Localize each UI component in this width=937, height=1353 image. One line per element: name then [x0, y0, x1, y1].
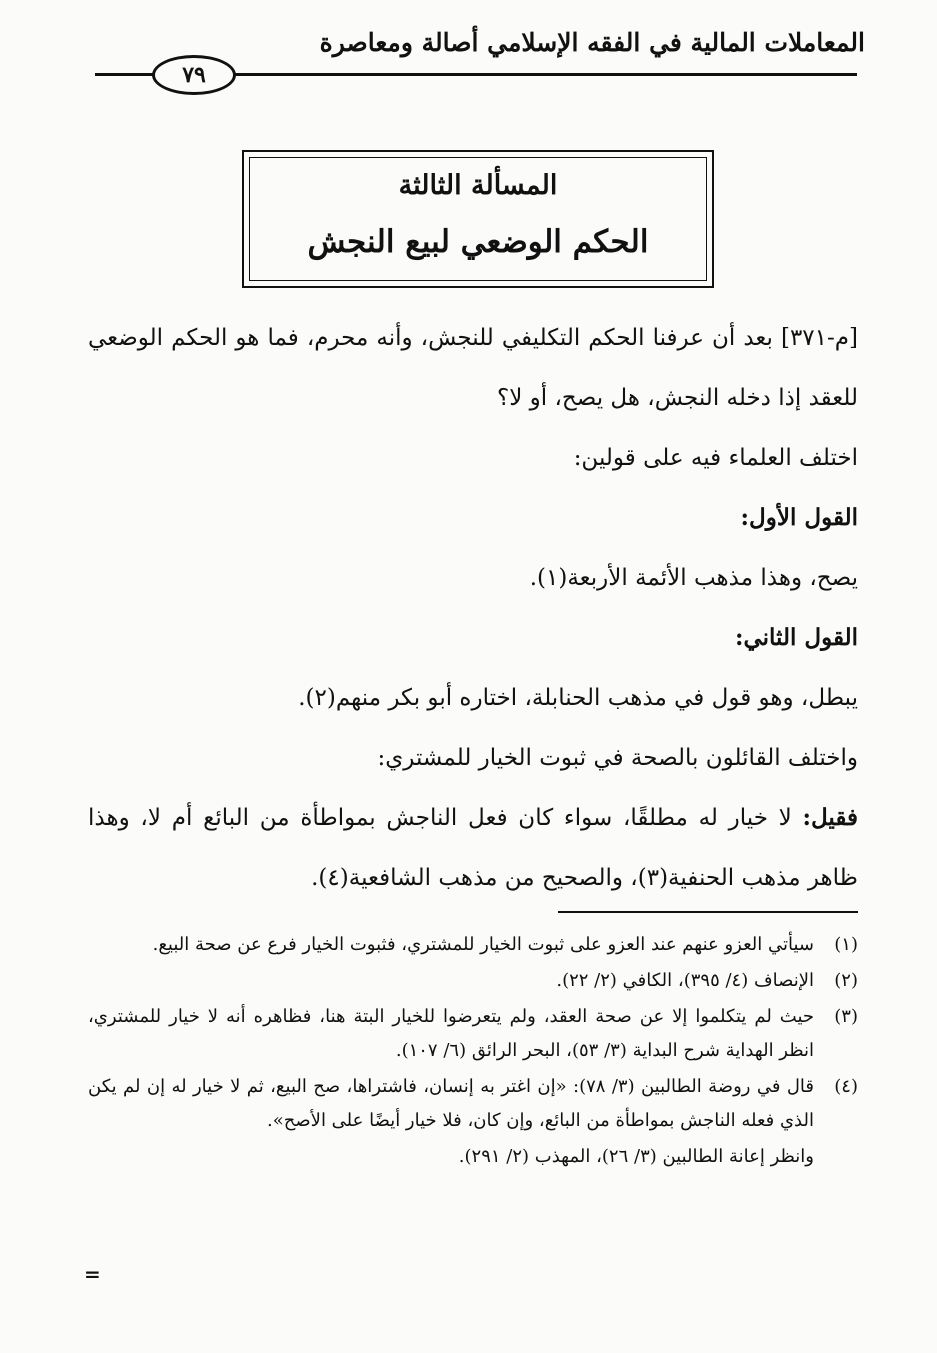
paragraph-disagreement: اختلف العلماء فيه على قولين:: [573, 445, 858, 471]
page-number: ٧٩: [152, 55, 236, 95]
paragraph-option-dispute: واختلف القائلون بالصحة في ثبوت الخيار للمشتري:: [377, 745, 858, 771]
footnote-continuation: وانظر إعانة الطالبين (٣/ ٢٦)، المهذب (٢/ ٢٩١).: [458, 1146, 814, 1167]
paragraph-first-opinion: يصح، وهذا مذهب الأئمة الأربعة(١).: [529, 565, 858, 591]
footnote-number: (١): [834, 934, 858, 955]
footnote-number: (٤): [834, 1076, 858, 1097]
footnote: [88, 928, 858, 962]
running-header: المعاملات المالية في الفقه الإسلامي أصالة ومعاصرة: [319, 28, 865, 57]
section-subtitle: الحكم الوضعي لبيع النجش: [307, 224, 649, 260]
paragraph-no-option: [88, 788, 858, 908]
footnote-text: الإنصاف (٤/ ٣٩٥)، الكافي (٢/ ٢٢).: [556, 970, 814, 991]
heading-first-opinion: القول الأول:: [740, 504, 858, 531]
heading-second-opinion: القول الثاني:: [734, 624, 858, 651]
footnote-text: سيأتي العزو عنهم عند العزو على ثبوت الخيار للمشتري، فثبوت الخيار فرع عن صحة البيع.: [152, 934, 814, 955]
paragraph-second-opinion: يبطل، وهو قول في مذهب الحنابلة، اختاره أبو بكر منهم(٢).: [298, 685, 858, 711]
continuation-mark: =: [84, 1262, 101, 1286]
title-box: [242, 150, 714, 288]
footnotes: [88, 928, 858, 1174]
footnote: [88, 1070, 858, 1138]
footnote-number: (٢): [834, 970, 858, 991]
paragraph-intro: [م-٣٧١] بعد أن عرفنا الحكم التكليفي للنجش، وأنه محرم، فما هو الحكم الوضعي للعقد إذا دخله النجش، هل يصح، أو لا؟: [88, 325, 858, 411]
body-text: [88, 308, 858, 908]
paragraph-lead-word: فقيل:: [802, 804, 858, 831]
footnote-number: (٣): [834, 1006, 858, 1027]
footnote-text: قال في روضة الطالبين (٣/ ٧٨): «إن اغتر به إنسان، فاشتراها، صح البيع، ثم لا خيار له إن لم يكن الذي فعله الناجش بمواطأة من البائع، وإن كان، فلا خيار أيضًا على الأصح».: [88, 1076, 814, 1131]
paragraph-no-option-text: لا خيار له مطلقًا، سواء كان فعل الناجش بمواطأة من البائع أم لا، وهذا ظاهر مذهب الحنفية(٣)، والصحيح من مذهب الشافعية(٤).: [88, 805, 858, 891]
footnote: [88, 1000, 858, 1068]
footnote: [88, 964, 858, 998]
footnote-text: حيث لم يتكلموا إلا عن صحة العقد، ولم يتعرضوا للخيار البتة هنا، فظاهره أنه لا خيار للمشتري، انظر الهداية شرح البداية (٣/ ٥٣)، البحر الرائق (٦/ ١٠٧).: [88, 1006, 814, 1061]
section-title: المسألة الثالثة: [398, 170, 558, 201]
footnote-rule: [558, 911, 858, 913]
